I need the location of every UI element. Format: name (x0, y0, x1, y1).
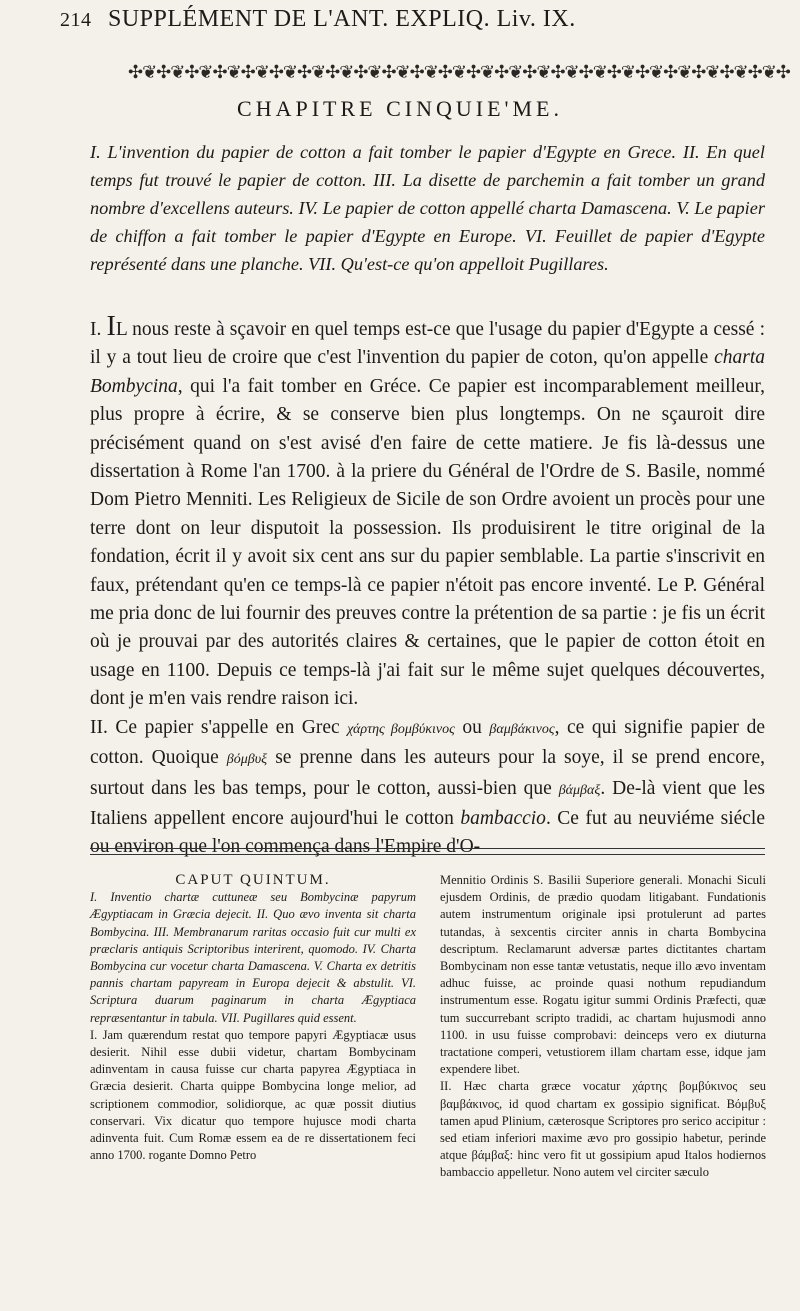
paragraph-1 (90, 311, 765, 714)
latin-right-body-2: II. Hæc charta græce vocatur χάρτης βομβύκινος seu βαμβάκινος, id quod chartam ex gossipio significat. Βόμβυξ tamen apud Plinium, cæterosque Scriptores pro serico accipitur : sed etiam inferiori maxime ævo pro gossipio habetur, perinde atque βάμβαξ: hinc vero fit ut gossipium apud Italos hodiernos bambaccio appelletur. Nono autem vel circiter sæculo (440, 1079, 766, 1180)
text-run: se prenne dans les auteurs pour la soye, il se prend encore, surtout dans les bas temps, pour le cotton, aussi-bien que (90, 747, 765, 799)
italic-term: bambaccio (460, 807, 546, 829)
running-header (60, 6, 760, 40)
chapter-title: CHAPITRE CINQUIE'ME. (237, 96, 563, 121)
text-run: . De-là vient que les Italiens appellent encore aujourd'hui le cotton (90, 777, 765, 829)
text-run: . Ce fut au neuviéme siécle ou environ que l'on commença dans l'Empire d'O- (90, 807, 766, 858)
latin-right-column (440, 872, 766, 1182)
italic-term: charta Bombycina (90, 347, 765, 397)
text-run: ou (454, 716, 490, 738)
latin-right-body-1: Mennitio Ordinis S. Basilii Superiore generali. Monachi Siculi ejusdem Ordinis, de prædio quodam litigabant. Fundationis autem instrumentum originale ipsi protulerunt ad partes tutandas, à sexcentis circiter annis in charta Bombycina descriptum. Reclamarunt adversæ partes dictitantes chartam Bombycinam non esse tantæ vetustatis, neque illo ævo inventam adhuc fuisse, ac proinde quasi nothum repudiandum instrumentum esse. Rogatu igitur summi Ordinis Præfecti, quæ tum succurrebant scripto tradidi, ac chartam hujusmodi anno 1100. in usu fuisse comprobavi: deinceps vero ex diuturna tractatione comperi, vetustiorem illam chartam esse, idque jam expendere libet. (440, 873, 766, 1077)
latin-left-column (90, 872, 416, 1164)
greek-term: βόμβυξ (226, 752, 268, 768)
drop-cap: I (106, 311, 116, 342)
chapter-summary-french: I. L'invention du papier de cotton a fait tomber le papier d'Egypte en Grece. II. En quel temps fut trouvé le papier de cotton. III. La disette de parchemin a fait tomber un grand nombre d'excellens auteurs. IV. Le papier de cotton appellé charta Damascena. V. Le papier de chiffon a fait tomber le papier d'Egypte en Europe. VI. Feuillet de papier d'Egypte représenté dans une planche. VII. Qu'est-ce qu'on appelloit Pugillares. (90, 142, 765, 274)
section-divider-rule (90, 848, 765, 855)
greek-term: χάρτης βομβύκινος (347, 721, 455, 737)
decorative-ornament-band: ✣❦✣❦✣❦✣❦✣❦✣❦✣❦✣❦✣❦✣❦✣❦✣❦✣❦✣❦✣❦✣❦✣❦✣❦✣❦✣❦✣❦✣❦✣❦✣ (128, 62, 790, 83)
french-body-text (90, 311, 766, 862)
text-run: II. Ce papier s'appelle en Grec (90, 716, 348, 738)
paragraph-2 (90, 714, 765, 862)
latin-chapter-title: CAPUT QUINTUM. (175, 872, 331, 888)
greek-term: βάμβαξ (558, 782, 601, 798)
text-run: , qui l'a fait tomber en Gréce. Ce papier est incomparablement meilleur, plus propre à écrire, & se conserve bien plus longtemps. On ne sçauroit dire précisément quand on s'est avisé d'en faire de cette matiere. Je fis là-dessus une dissertation à Rome l'an 1700. à la priere du Général de l'Ordre de S. Basile, nommé Dom Pietro Menniti. Les Religieux de Sicile de son Ordre avoient un procès pour une terre dont on leur disputoit la possession. Ils produisirent le titre original de la fondation, écrit il y avoit six cent ans sur du papier semblable. La partie s'inscrivit en faux, prétendant qu'en ce temps-là ce papier n'étoit pas encore inventé. Le P. Général me pria donc de lui fournir des preuves contre la prétention de sa partie : je fis un écrit où je prouvai par des autorités claires & certaines, que le papier de cotton étoit en usage en 1100. Depuis ce temps-là j'ai fait sur le même sujet quelques découvertes, dont je m'en vais rendre raison ici. (90, 375, 765, 710)
running-title: SUPPLÉMENT DE L'ANT. EXPLIQ. Liv. IX. (108, 6, 576, 32)
latin-summary: I. Inventio chartæ cuttuneæ seu Bombycinæ papyrum Ægyptiacam in Græcia dejecit. II. Quo ævo inventa sit charta Bombycina. III. Membranarum raritas occasio fuit cur multi ex præclaris antiquis Scriptoribus interirent, quomodo. IV. Charta Bombycina cur vocetur charta Damascena. V. Charta ex detritis pannis chartam papyream in Europa dejecit & abstulit. VI. Scriptura duarum paginarum in charta Ægyptiaca repræsentantur in tabula. VII. Pugillares quid essent. (90, 890, 416, 1025)
page-number: 214 (60, 9, 92, 31)
latin-left-body: I. Jam quærendum restat quo tempore papyri Ægyptiacæ usus desierit. Nihil esse dubii videtur, chartam Bombycinam adinventam in causa fuisse cur charta papyrea Ægyptiaca in Græcia desierit. Charta quippe Bombycina longe melior, ad scriptionem commodior, solidiorque, ac quæ possit diutius conservari. Vix dicatur quo tempore hujusce modi charta adinventa fuit. Cum Romæ essem ea de re dissertationem feci anno 1700. rogante Domno Petro (90, 1027, 416, 1163)
greek-term: βαμβάκινος (489, 721, 555, 737)
paragraph-number: I. (90, 319, 102, 340)
text-run: , ce qui signifie papier de cotton. Quoique (90, 716, 765, 769)
text-run: L nous reste à sçavoir en quel temps est-ce que l'usage du papier d'Egypte a cessé : il y a tout lieu de croire que c'est l'invention du papier de coton, qu'on appelle (90, 319, 765, 369)
